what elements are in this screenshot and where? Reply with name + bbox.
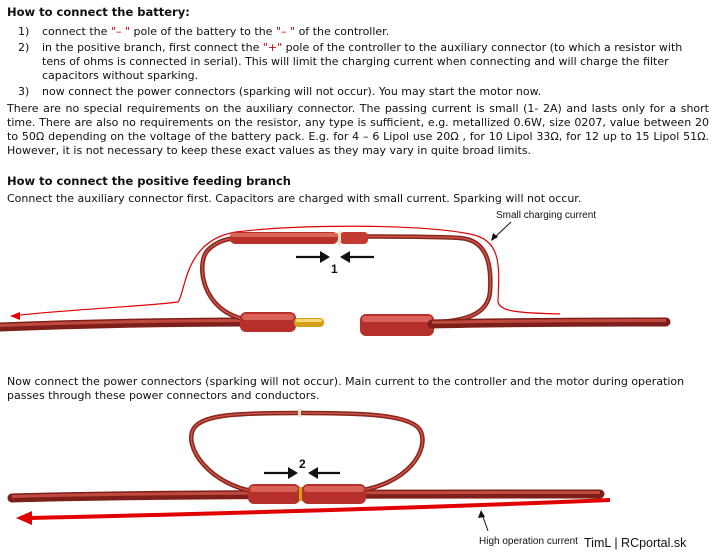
main-wire-2 <box>12 494 600 498</box>
high-current-path <box>30 500 610 518</box>
battery-heading: How to connect the battery: <box>7 5 190 19</box>
small-charging-current-label: Small charging current <box>496 210 597 221</box>
high-operation-current-label: High operation current <box>479 536 578 547</box>
connected-right-sleeve <box>302 484 366 504</box>
charging-current-path <box>12 226 560 316</box>
step-1-pre: connect the <box>42 25 111 38</box>
loop-wire-2 <box>191 413 422 492</box>
step-1-mid: pole of the battery to the <box>130 25 276 38</box>
label-2: 2 <box>299 457 306 471</box>
feeding-intro: Connect the auxiliary connector first. Capacitors are charged with small current. Sparking will not occur. <box>7 192 582 205</box>
high-current-arrowhead <box>16 511 32 525</box>
converging-arrows-2 <box>264 467 340 479</box>
left-main-wire <box>0 322 248 327</box>
resistor-paragraph: There are no special requirements on the auxiliary connector. The passing current is small (1- 2A) and lasts only for a short time. There are also no requirements on the resistor, any type is sufficient, e.g. metallized 0.6W, size 0207, value between 20 to 50Ω depending on the voltage of the battery pack. E.g. for 4 – 6 Lipol use 20Ω , for 10 Lipol 33Ω, for 12 up to 15 Lipol 51Ω. However, it is not necessary to keep these exact values as they may vary in quite broad limits. <box>7 102 709 157</box>
step-3-text: now connect the power connectors (sparking will not occur). You may start the motor now. <box>42 85 542 98</box>
charging-current-arrowhead <box>10 312 20 320</box>
connected-left-sleeve <box>248 484 300 504</box>
right-power-connector <box>360 314 434 336</box>
step-2-number: 2) <box>18 41 30 54</box>
power-connectors-text: Now connect the power connectors (sparking will not occur). Main current to the controller and the motor during operation passes through these power connectors and conductors. <box>7 375 685 402</box>
left-loop-wire <box>202 238 248 320</box>
charging-current-pointer <box>494 222 511 238</box>
aux-connector-left-sleeve <box>230 232 338 244</box>
high-current-pointer <box>482 514 488 531</box>
step-2 <box>18 41 708 85</box>
left-power-connector <box>240 312 296 332</box>
step-1-quote-minus-b: "– " <box>275 25 296 38</box>
step-1-number: 1) <box>18 25 30 38</box>
step-2-quote-plus: "+" <box>262 41 283 54</box>
step-1-quote-minus-a: "– " <box>110 25 131 38</box>
feeding-heading: How to connect the positive feeding branch <box>7 174 291 188</box>
right-main-wire <box>432 322 666 324</box>
gold-pin <box>294 318 324 327</box>
aux-connector-right-sleeve <box>340 232 368 244</box>
top-loop-wire <box>240 237 490 323</box>
converging-arrows-1 <box>296 251 374 263</box>
step-3-number: 3) <box>18 85 30 98</box>
step-2-post: pole of the controller to the auxiliary connector (to which a resistor with tens of ohms is connected in serial). This will limit the charging current when connecting and will charge the filter capacitors without sparking. <box>42 41 683 82</box>
step-1-post: of the controller. <box>295 25 390 38</box>
step-2-pre: in the positive branch, first connect the <box>42 41 263 54</box>
label-1: 1 <box>331 262 338 276</box>
credit: TimL | RCportal.sk <box>584 536 687 550</box>
